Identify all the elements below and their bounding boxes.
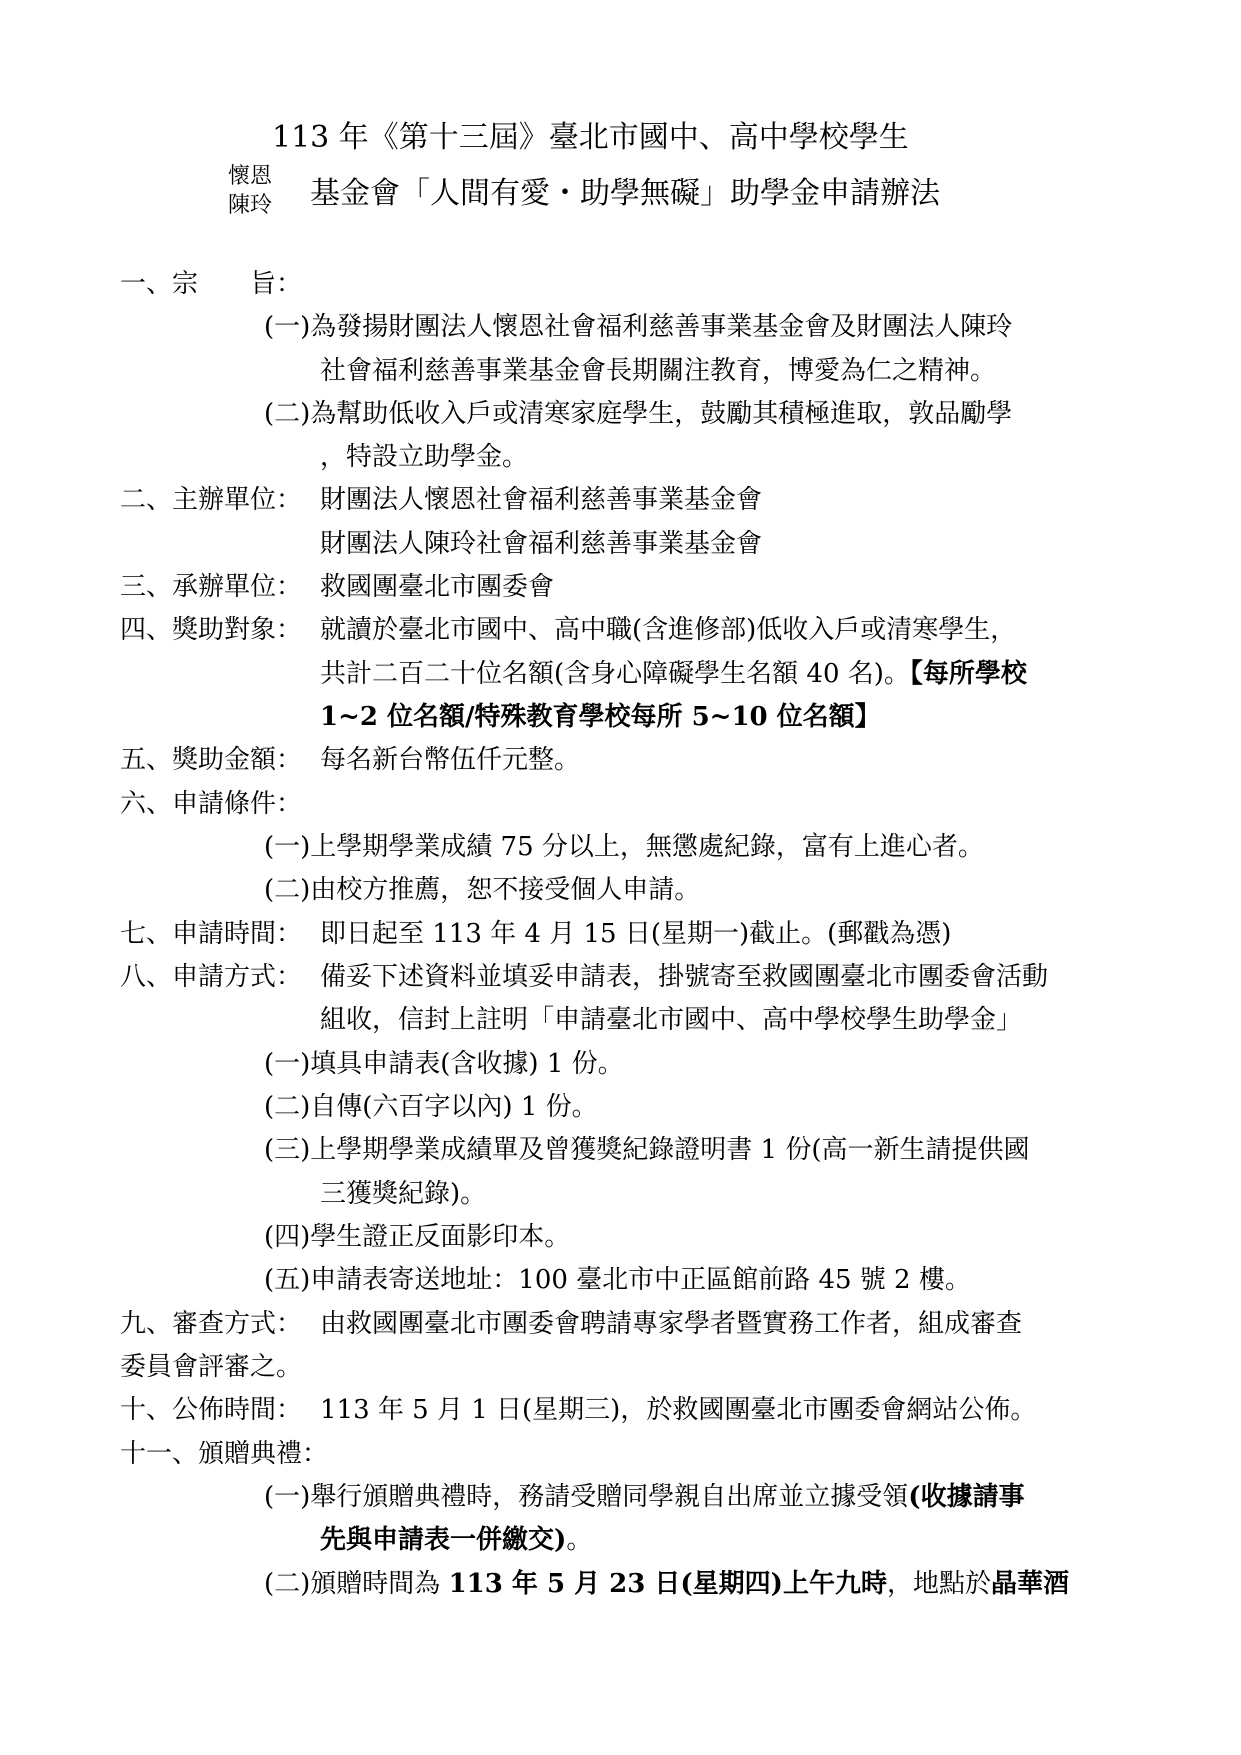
section-10-label: 十、公佈時間： [120, 1395, 303, 1425]
section-9-line-2: 委員會評審之。 [120, 1352, 303, 1382]
title-line-1: 113 年《第十三屆》臺北市國中、高中學校學生 [272, 120, 909, 155]
section-11-item-1-bold: (收據請事 [908, 1482, 1025, 1512]
section-8-item-1: (一)填具申請表(含收據) 1 份。 [264, 1049, 624, 1079]
section-11-label: 十一、頒贈典禮： [120, 1439, 329, 1469]
section-11-item-1 [264, 1481, 1025, 1513]
section-6-label: 六、申請條件： [120, 789, 303, 819]
section-8-item-3-cont: 三獲獎紀錄)。 [320, 1179, 487, 1209]
section-7-label: 七、申請時間： [120, 919, 303, 949]
section-1-item-2-cont: ，特設立助學金。 [320, 442, 529, 472]
section-6-item-2: (二)由校方推薦，恕不接受個人申請。 [264, 875, 701, 905]
section-11-item-2-venue: 晶華酒 [991, 1569, 1070, 1599]
section-5-label: 五、獎助金額： [120, 745, 303, 775]
section-10-line-1: 113 年 5 月 1 日(星期三)，於救國團臺北市團委會網站公佈。 [320, 1395, 1037, 1425]
section-3-label: 三、承辦單位： [120, 572, 303, 602]
section-1-label: 一、宗 旨： [120, 269, 303, 299]
title-stack-bottom: 陳玲 [228, 193, 273, 218]
section-8-line-2: 組收，信封上註明「申請臺北市國中、高中學校學生助學金」 [320, 1005, 1023, 1035]
section-3-line-1: 救國團臺北市團委會 [320, 572, 555, 602]
section-8-item-5: (五)申請表寄送地址：100 臺北市中正區館前路 45 號 2 樓。 [264, 1265, 971, 1295]
section-5-line-1: 每名新台幣伍仟元整。 [320, 745, 581, 775]
section-8-line-1: 備妥下述資料並填妥申請表，掛號寄至救國團臺北市團委會活動 [320, 962, 1049, 992]
section-11-item-1-cont [320, 1524, 592, 1556]
section-9-line-1: 由救國團臺北市團委會聘請專家學者暨實務工作者，組成審查 [320, 1309, 1023, 1339]
section-7-line-1: 即日起至 113 年 4 月 15 日(星期一)截止。(郵戳為憑) [320, 919, 952, 949]
section-4-line-2 [320, 658, 1027, 690]
section-4-line-2-bold: 【每所學校 [909, 659, 1027, 689]
section-8-label: 八、申請方式： [120, 962, 303, 992]
section-8-item-2: (二)自傳(六百字以內) 1 份。 [264, 1092, 598, 1122]
section-4-line-2-text: 共計二百二十位名額(含身心障礙學生名額 40 名)。 [320, 659, 910, 689]
section-11-item-2-date: 113 年 5 月 23 日(星期四)上午九時 [448, 1569, 887, 1599]
section-11-item-1-cont-bold: 先與申請表一併繳交) [320, 1525, 567, 1555]
section-11-item-2-mid: ，地點於 [886, 1569, 991, 1599]
section-2-line-1: 財團法人懷恩社會福利慈善事業基金會 [320, 485, 763, 515]
section-9-label: 九、審查方式： [120, 1309, 303, 1339]
title-line-2: 基金會「人間有愛・助學無礙」助學金申請辦法 [310, 176, 940, 211]
section-4-line-1: 就讀於臺北市國中、高中職(含進修部)低收入戶或清寒學生， [320, 615, 1017, 645]
section-1-item-1-cont: 社會福利慈善事業基金會長期關注教育，博愛為仁之精神。 [320, 356, 997, 386]
section-8-item-4: (四)學生證正反面影印本。 [264, 1222, 571, 1252]
section-1-item-1: (一)為發揚財團法人懷恩社會福利慈善事業基金會及財團法人陳玲 [264, 312, 1013, 342]
title-stack-top: 懷恩 [228, 164, 273, 189]
section-2-line-2: 財團法人陳玲社會福利慈善事業基金會 [320, 529, 763, 559]
title-stacked-names [228, 162, 288, 220]
section-11-item-1-text: (一)舉行頒贈典禮時，務請受贈同學親自出席並立據受領 [264, 1482, 909, 1512]
section-11-item-1-cont-text: 。 [566, 1525, 593, 1555]
section-11-item-2 [264, 1568, 1069, 1600]
section-4-label: 四、獎助對象： [120, 615, 303, 645]
section-11-item-2-text: (二)頒贈時間為 [264, 1569, 449, 1599]
section-4-line-3: 1~2 位名額/特殊教育學校每所 5~10 位名額】 [320, 702, 881, 732]
section-8-item-3: (三)上學期學業成績單及曾獲獎紀錄證明書 1 份(高一新生請提供國 [264, 1135, 1030, 1165]
section-2-label: 二、主辦單位： [120, 485, 303, 515]
section-6-item-1: (一)上學期學業成績 75 分以上，無懲處紀錄，富有上進心者。 [264, 832, 984, 862]
section-1-item-2: (二)為幫助低收入戶或清寒家庭學生，鼓勵其積極進取，敦品勵學 [264, 399, 1013, 429]
